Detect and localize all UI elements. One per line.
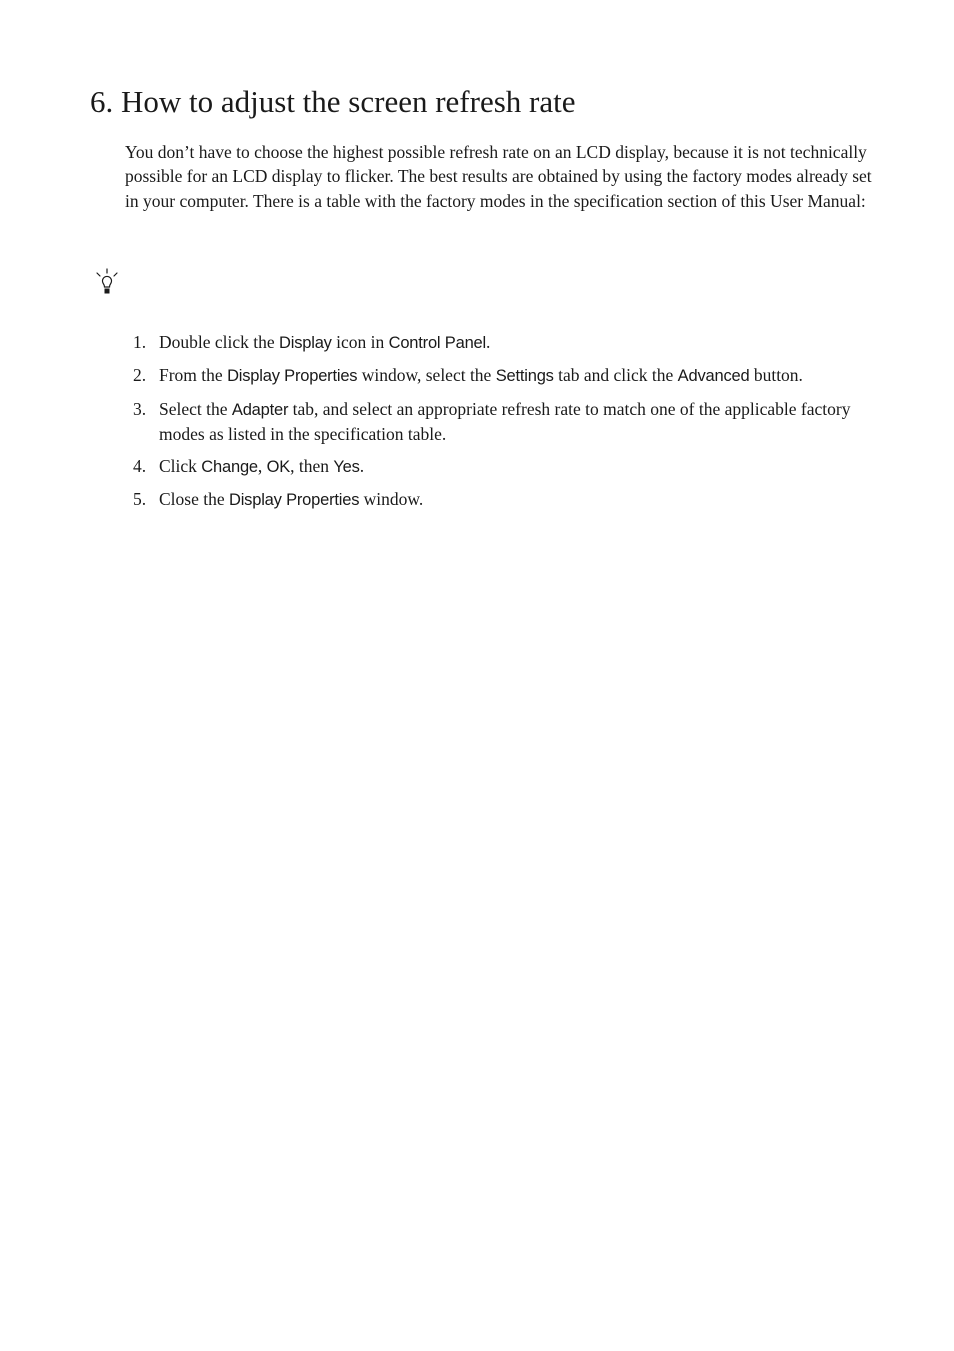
step-text: , then	[290, 456, 334, 477]
step-number: 5.	[133, 489, 147, 510]
list-item	[125, 487, 885, 512]
ui-term: Yes	[333, 458, 360, 477]
step-text: button.	[749, 365, 803, 386]
step-text: tab and click the	[553, 365, 678, 386]
ui-term: Settings	[495, 367, 554, 386]
steps-list	[125, 330, 885, 521]
step-text: window, select the	[357, 365, 496, 386]
step-text: Select the	[159, 398, 232, 419]
step-number: 4.	[133, 456, 147, 477]
step-number: 1.	[133, 332, 147, 352]
ui-term: Advanced	[677, 367, 750, 386]
page-title: 6. How to adjust the screen refresh rate	[90, 84, 576, 119]
step-text: ,	[257, 456, 267, 477]
step-text: .	[359, 456, 365, 477]
ui-term: Control Panel	[388, 334, 486, 352]
ui-term: OK	[266, 458, 291, 477]
ui-term: Adapter	[231, 400, 289, 419]
intro-paragraph: You don’t have to choose the highest possible refresh rate on an LCD display, because it is not technically possible for an LCD display to flicker. The best results are obtained by using the factory modes already set in your computer. There is a table with the factory modes in the specification section of this User Manual:	[125, 142, 872, 211]
step-number: 2.	[133, 365, 147, 386]
ui-term: Display Properties	[229, 491, 360, 510]
step-text: Click	[159, 456, 202, 477]
lightbulb-icon	[94, 268, 120, 298]
step-text: .	[485, 332, 491, 352]
ui-term: Display Properties	[227, 367, 358, 386]
step-number: 3.	[133, 398, 147, 419]
list-item	[125, 363, 885, 388]
step-text: tab, and select an appropriate refresh rate to match one of the applicable factory modes as listed in the specification table.	[159, 398, 851, 444]
step-text: window.	[359, 489, 424, 510]
step-text: From the	[159, 365, 228, 386]
step-text: Double click the	[159, 332, 280, 352]
step-text: icon in	[331, 332, 389, 352]
ui-term: Change	[201, 458, 258, 477]
step-text: Close the	[159, 489, 229, 510]
ui-term: Display	[279, 334, 332, 352]
list-item	[125, 397, 885, 447]
list-item	[125, 330, 885, 355]
list-item	[125, 454, 885, 479]
